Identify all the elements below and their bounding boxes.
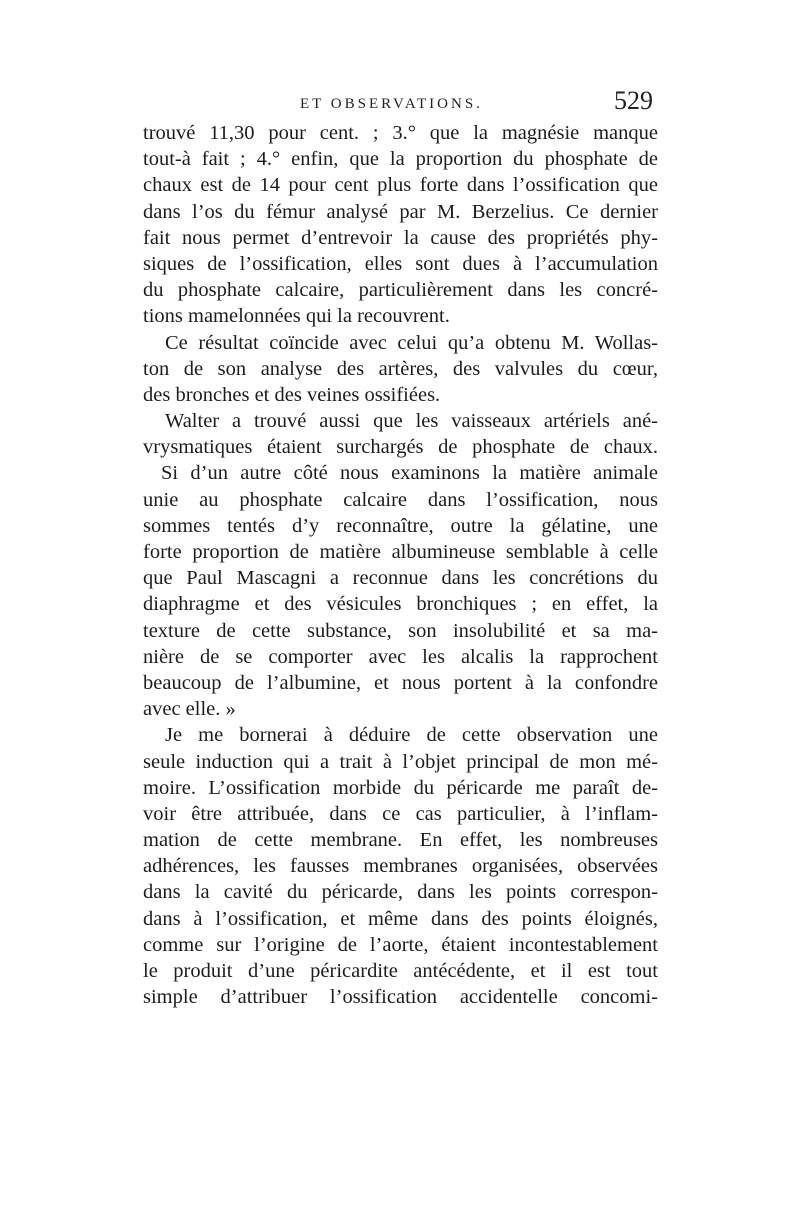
- text-line: simple d’attribuer l’ossification accidentelle concomi-: [143, 986, 658, 1009]
- text-line: unie au phosphate calcaire dans l’ossification, nous: [143, 488, 658, 511]
- text-line: chaux est de 14 pour cent plus forte dans l’ossification que: [143, 174, 658, 197]
- text-line: voir être attribuée, dans ce cas particulier, à l’inflam-: [143, 802, 658, 825]
- text-line: ton de son analyse des artères, des valvules du cœur,: [143, 357, 658, 380]
- text-line: forte proportion de matière albumineuse semblable à celle: [143, 541, 658, 563]
- text-line: tout-à fait ; 4.° enfin, que la proportion du phosphate de: [143, 148, 658, 171]
- text-line: diaphragme et des vésicules bronchiques ; en effet, la: [143, 593, 658, 616]
- text-line: dans la cavité du péricarde, dans les points correspon-: [143, 881, 658, 904]
- page-number: 529: [614, 86, 653, 115]
- text-line: le produit d’une péricardite antécédente, et il est tout: [143, 960, 658, 982]
- text-line: texture de cette substance, son insolubilité et sa ma-: [143, 619, 658, 642]
- text-line: avec elle. »: [143, 698, 236, 721]
- text-line: Ce résultat coïncide avec celui qu’a obtenu M. Wollas-: [165, 331, 658, 354]
- text-line: sommes tentés d’y reconnaître, outre la gélatine, une: [143, 514, 658, 537]
- text-line: seule induction qui a trait à l’objet principal de mon mé-: [143, 750, 658, 773]
- body-text: [143, 120, 658, 1010]
- text-line: que Paul Mascagni a reconnue dans les concrétions du: [143, 567, 658, 590]
- text-line: fait nous permet d’entrevoir la cause des propriétés phy-: [143, 226, 658, 249]
- text-line: siques de l’ossification, elles sont dues à l’accumulation: [143, 252, 658, 275]
- text-line: dans l’os du fémur analysé par M. Berzelius. Ce dernier: [143, 200, 658, 223]
- text-line: mation de cette membrane. En effet, les nombreuses: [143, 829, 658, 852]
- text-line: Walter a trouvé aussi que les vaisseaux artériels ané-: [165, 410, 658, 433]
- text-line: dans à l’ossification, et même dans des points éloignés,: [143, 907, 658, 930]
- text-line: beaucoup de l’albumine, et nous portent à la confondre: [143, 671, 658, 694]
- text-line: Je me bornerai à déduire de cette observation une: [165, 724, 658, 747]
- text-line: moire. L’ossification morbide du péricarde me paraît de-: [143, 776, 658, 799]
- text-line: tions mamelonnées qui la recouvrent.: [143, 305, 450, 328]
- text-line: comme sur l’origine de l’aorte, étaient incontestablement: [143, 933, 658, 956]
- text-line: du phosphate calcaire, particulièrement dans les concré-: [143, 279, 658, 302]
- text-line: vrysmatiques étaient surchargés de phosphate de chaux.: [143, 436, 658, 459]
- text-line: des bronches et des veines ossifiées.: [143, 383, 441, 406]
- text-line: trouvé 11,30 pour cent. ; 3.° que la magnésie manque: [143, 122, 658, 144]
- text-line: adhérences, les fausses membranes organisées, observées: [143, 855, 658, 878]
- text-line: Si d’un autre côté nous examinons la matière animale: [161, 462, 658, 485]
- running-head: ET OBSERVATIONS.: [300, 96, 483, 112]
- text-line: nière de se comporter avec les alcalis la rapprochent: [143, 645, 658, 668]
